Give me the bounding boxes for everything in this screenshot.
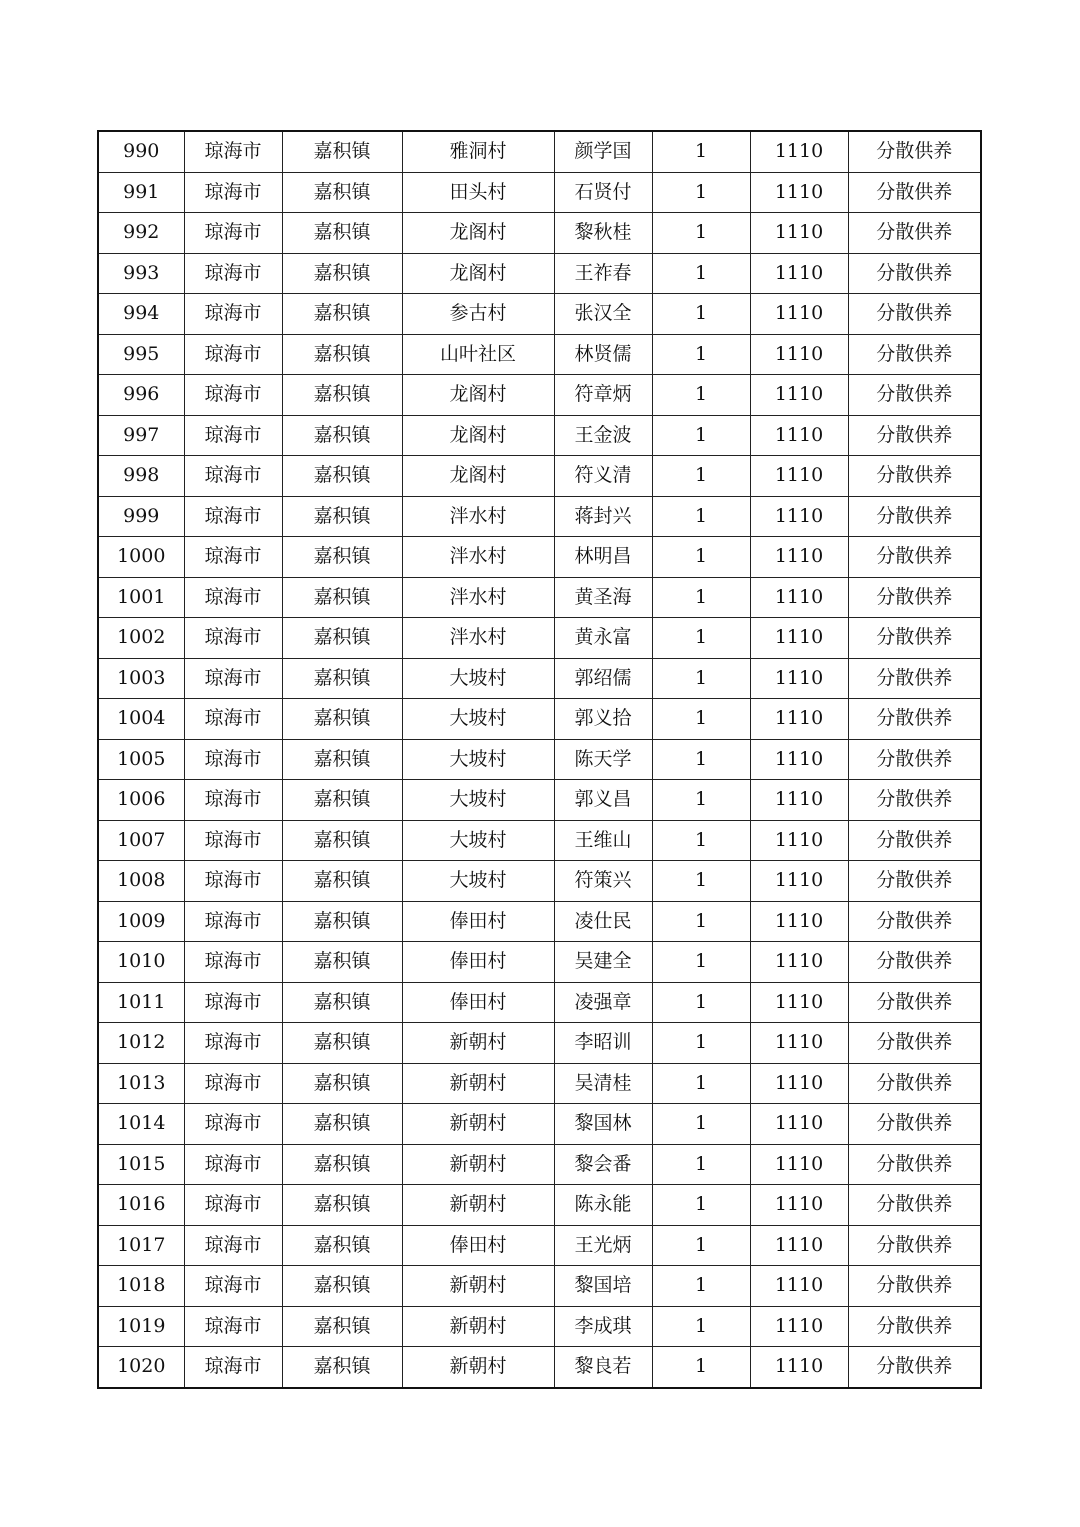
cell-village: 大坡村: [402, 658, 554, 699]
cell-town: 嘉积镇: [282, 861, 402, 902]
cell-name: 凌仕民: [554, 901, 652, 942]
cell-index: 1002: [98, 618, 184, 659]
table-row: [98, 294, 981, 335]
cell-count: 1: [652, 1347, 750, 1388]
cell-name: 王光炳: [554, 1225, 652, 1266]
cell-amount: 1110: [750, 375, 848, 416]
cell-name: 黎秋桂: [554, 213, 652, 254]
cell-town: 嘉积镇: [282, 1306, 402, 1347]
cell-city: 琼海市: [184, 334, 282, 375]
cell-town: 嘉积镇: [282, 658, 402, 699]
table-row: [98, 456, 981, 497]
cell-city: 琼海市: [184, 1063, 282, 1104]
cell-support-type: 分散供养: [848, 1144, 981, 1185]
cell-name: 黄永富: [554, 618, 652, 659]
table-row: [98, 577, 981, 618]
cell-count: 1: [652, 253, 750, 294]
cell-city: 琼海市: [184, 131, 282, 172]
cell-count: 1: [652, 131, 750, 172]
cell-count: 1: [652, 415, 750, 456]
cell-town: 嘉积镇: [282, 496, 402, 537]
cell-count: 1: [652, 699, 750, 740]
cell-count: 1: [652, 942, 750, 983]
cell-index: 1020: [98, 1347, 184, 1388]
cell-town: 嘉积镇: [282, 415, 402, 456]
cell-support-type: 分散供养: [848, 577, 981, 618]
cell-amount: 1110: [750, 901, 848, 942]
cell-count: 1: [652, 213, 750, 254]
cell-village: 雅洞村: [402, 131, 554, 172]
cell-name: 林贤儒: [554, 334, 652, 375]
cell-city: 琼海市: [184, 1225, 282, 1266]
cell-name: 陈天学: [554, 739, 652, 780]
cell-town: 嘉积镇: [282, 1266, 402, 1307]
cell-index: 1001: [98, 577, 184, 618]
cell-count: 1: [652, 1225, 750, 1266]
cell-village: 大坡村: [402, 780, 554, 821]
cell-town: 嘉积镇: [282, 1144, 402, 1185]
cell-count: 1: [652, 1306, 750, 1347]
cell-city: 琼海市: [184, 375, 282, 416]
cell-village: 泮水村: [402, 577, 554, 618]
table-row: [98, 537, 981, 578]
cell-city: 琼海市: [184, 658, 282, 699]
cell-amount: 1110: [750, 861, 848, 902]
cell-village: 参古村: [402, 294, 554, 335]
cell-town: 嘉积镇: [282, 172, 402, 213]
cell-city: 琼海市: [184, 1266, 282, 1307]
cell-city: 琼海市: [184, 618, 282, 659]
cell-town: 嘉积镇: [282, 820, 402, 861]
cell-town: 嘉积镇: [282, 537, 402, 578]
cell-index: 1015: [98, 1144, 184, 1185]
cell-village: 泮水村: [402, 537, 554, 578]
cell-index: 1016: [98, 1185, 184, 1226]
cell-city: 琼海市: [184, 253, 282, 294]
cell-support-type: 分散供养: [848, 334, 981, 375]
cell-city: 琼海市: [184, 1104, 282, 1145]
cell-index: 999: [98, 496, 184, 537]
table-row: [98, 1144, 981, 1185]
cell-city: 琼海市: [184, 699, 282, 740]
cell-index: 996: [98, 375, 184, 416]
table-row: [98, 942, 981, 983]
cell-city: 琼海市: [184, 820, 282, 861]
cell-support-type: 分散供养: [848, 496, 981, 537]
cell-town: 嘉积镇: [282, 253, 402, 294]
cell-support-type: 分散供养: [848, 213, 981, 254]
table-row: [98, 1306, 981, 1347]
table-row: [98, 901, 981, 942]
cell-name: 王维山: [554, 820, 652, 861]
cell-support-type: 分散供养: [848, 1063, 981, 1104]
cell-support-type: 分散供养: [848, 1023, 981, 1064]
cell-city: 琼海市: [184, 1144, 282, 1185]
table-row: [98, 780, 981, 821]
cell-town: 嘉积镇: [282, 982, 402, 1023]
cell-name: 吴清桂: [554, 1063, 652, 1104]
cell-village: 田头村: [402, 172, 554, 213]
cell-amount: 1110: [750, 942, 848, 983]
cell-town: 嘉积镇: [282, 213, 402, 254]
cell-index: 993: [98, 253, 184, 294]
cell-town: 嘉积镇: [282, 334, 402, 375]
cell-city: 琼海市: [184, 1306, 282, 1347]
cell-amount: 1110: [750, 1225, 848, 1266]
cell-village: 山叶社区: [402, 334, 554, 375]
cell-amount: 1110: [750, 780, 848, 821]
cell-name: 黎国培: [554, 1266, 652, 1307]
cell-index: 991: [98, 172, 184, 213]
cell-amount: 1110: [750, 618, 848, 659]
cell-village: 新朝村: [402, 1306, 554, 1347]
cell-index: 998: [98, 456, 184, 497]
cell-support-type: 分散供养: [848, 861, 981, 902]
cell-count: 1: [652, 537, 750, 578]
cell-town: 嘉积镇: [282, 375, 402, 416]
cell-city: 琼海市: [184, 577, 282, 618]
cell-town: 嘉积镇: [282, 901, 402, 942]
cell-village: 龙阁村: [402, 456, 554, 497]
table-row: [98, 1266, 981, 1307]
cell-amount: 1110: [750, 294, 848, 335]
cell-village: 泮水村: [402, 618, 554, 659]
cell-name: 李成琪: [554, 1306, 652, 1347]
table-row: [98, 253, 981, 294]
cell-village: 龙阁村: [402, 415, 554, 456]
cell-amount: 1110: [750, 1023, 848, 1064]
cell-city: 琼海市: [184, 901, 282, 942]
cell-count: 1: [652, 820, 750, 861]
cell-village: 俸田村: [402, 942, 554, 983]
cell-city: 琼海市: [184, 780, 282, 821]
cell-support-type: 分散供养: [848, 131, 981, 172]
cell-index: 1019: [98, 1306, 184, 1347]
cell-town: 嘉积镇: [282, 618, 402, 659]
cell-village: 新朝村: [402, 1104, 554, 1145]
cell-village: 新朝村: [402, 1266, 554, 1307]
cell-town: 嘉积镇: [282, 739, 402, 780]
cell-name: 林明昌: [554, 537, 652, 578]
cell-name: 郭绍儒: [554, 658, 652, 699]
cell-support-type: 分散供养: [848, 739, 981, 780]
cell-amount: 1110: [750, 334, 848, 375]
table-row: [98, 1347, 981, 1388]
cell-index: 992: [98, 213, 184, 254]
cell-support-type: 分散供养: [848, 982, 981, 1023]
cell-index: 1011: [98, 982, 184, 1023]
cell-count: 1: [652, 780, 750, 821]
cell-amount: 1110: [750, 658, 848, 699]
cell-name: 吴建全: [554, 942, 652, 983]
cell-support-type: 分散供养: [848, 415, 981, 456]
table-row: [98, 1063, 981, 1104]
cell-city: 琼海市: [184, 942, 282, 983]
cell-support-type: 分散供养: [848, 1306, 981, 1347]
cell-city: 琼海市: [184, 415, 282, 456]
cell-index: 1017: [98, 1225, 184, 1266]
cell-town: 嘉积镇: [282, 456, 402, 497]
cell-city: 琼海市: [184, 1023, 282, 1064]
cell-town: 嘉积镇: [282, 942, 402, 983]
cell-amount: 1110: [750, 1144, 848, 1185]
cell-count: 1: [652, 577, 750, 618]
cell-village: 俸田村: [402, 982, 554, 1023]
table-row: [98, 618, 981, 659]
cell-count: 1: [652, 1063, 750, 1104]
cell-name: 陈永能: [554, 1185, 652, 1226]
cell-village: 新朝村: [402, 1063, 554, 1104]
table-row: [98, 334, 981, 375]
cell-count: 1: [652, 375, 750, 416]
cell-support-type: 分散供养: [848, 901, 981, 942]
cell-index: 990: [98, 131, 184, 172]
cell-city: 琼海市: [184, 1347, 282, 1388]
cell-town: 嘉积镇: [282, 131, 402, 172]
cell-support-type: 分散供养: [848, 1185, 981, 1226]
cell-town: 嘉积镇: [282, 1023, 402, 1064]
cell-village: 大坡村: [402, 820, 554, 861]
cell-support-type: 分散供养: [848, 537, 981, 578]
cell-count: 1: [652, 618, 750, 659]
cell-city: 琼海市: [184, 496, 282, 537]
cell-support-type: 分散供养: [848, 820, 981, 861]
cell-index: 997: [98, 415, 184, 456]
cell-support-type: 分散供养: [848, 1266, 981, 1307]
cell-count: 1: [652, 496, 750, 537]
cell-name: 蒋封兴: [554, 496, 652, 537]
cell-city: 琼海市: [184, 982, 282, 1023]
cell-name: 符义清: [554, 456, 652, 497]
cell-support-type: 分散供养: [848, 375, 981, 416]
cell-support-type: 分散供养: [848, 658, 981, 699]
cell-village: 龙阁村: [402, 375, 554, 416]
cell-count: 1: [652, 172, 750, 213]
cell-support-type: 分散供养: [848, 253, 981, 294]
cell-town: 嘉积镇: [282, 577, 402, 618]
cell-town: 嘉积镇: [282, 1347, 402, 1388]
cell-index: 1003: [98, 658, 184, 699]
cell-index: 1000: [98, 537, 184, 578]
cell-village: 大坡村: [402, 861, 554, 902]
cell-city: 琼海市: [184, 294, 282, 335]
cell-name: 郭义拾: [554, 699, 652, 740]
cell-village: 新朝村: [402, 1144, 554, 1185]
cell-count: 1: [652, 1144, 750, 1185]
cell-town: 嘉积镇: [282, 1185, 402, 1226]
cell-index: 1007: [98, 820, 184, 861]
cell-amount: 1110: [750, 1266, 848, 1307]
cell-name: 黎会番: [554, 1144, 652, 1185]
cell-count: 1: [652, 1266, 750, 1307]
cell-city: 琼海市: [184, 213, 282, 254]
table-row: [98, 496, 981, 537]
cell-amount: 1110: [750, 1063, 848, 1104]
cell-support-type: 分散供养: [848, 699, 981, 740]
cell-amount: 1110: [750, 537, 848, 578]
table-row: [98, 861, 981, 902]
cell-town: 嘉积镇: [282, 699, 402, 740]
cell-support-type: 分散供养: [848, 456, 981, 497]
cell-amount: 1110: [750, 982, 848, 1023]
cell-town: 嘉积镇: [282, 1225, 402, 1266]
table-row: [98, 1185, 981, 1226]
cell-amount: 1110: [750, 1185, 848, 1226]
cell-index: 1010: [98, 942, 184, 983]
cell-amount: 1110: [750, 1104, 848, 1145]
cell-index: 1006: [98, 780, 184, 821]
cell-name: 黎国林: [554, 1104, 652, 1145]
cell-count: 1: [652, 658, 750, 699]
cell-count: 1: [652, 456, 750, 497]
cell-index: 1018: [98, 1266, 184, 1307]
cell-village: 新朝村: [402, 1023, 554, 1064]
cell-name: 符章炳: [554, 375, 652, 416]
cell-city: 琼海市: [184, 172, 282, 213]
table-row: [98, 1023, 981, 1064]
cell-city: 琼海市: [184, 456, 282, 497]
cell-support-type: 分散供养: [848, 1347, 981, 1388]
cell-count: 1: [652, 1185, 750, 1226]
cell-index: 1009: [98, 901, 184, 942]
cell-index: 995: [98, 334, 184, 375]
cell-village: 大坡村: [402, 699, 554, 740]
cell-index: 1008: [98, 861, 184, 902]
table-row: [98, 739, 981, 780]
cell-village: 大坡村: [402, 739, 554, 780]
cell-index: 1014: [98, 1104, 184, 1145]
cell-name: 王祚春: [554, 253, 652, 294]
table-row: [98, 415, 981, 456]
table-row: [98, 213, 981, 254]
cell-support-type: 分散供养: [848, 1225, 981, 1266]
cell-name: 颜学国: [554, 131, 652, 172]
cell-amount: 1110: [750, 415, 848, 456]
cell-count: 1: [652, 861, 750, 902]
cell-support-type: 分散供养: [848, 780, 981, 821]
cell-village: 俸田村: [402, 1225, 554, 1266]
cell-support-type: 分散供养: [848, 942, 981, 983]
cell-village: 泮水村: [402, 496, 554, 537]
cell-count: 1: [652, 982, 750, 1023]
cell-count: 1: [652, 294, 750, 335]
cell-name: 石贤付: [554, 172, 652, 213]
table-row: [98, 131, 981, 172]
table-row: [98, 699, 981, 740]
table-row: [98, 658, 981, 699]
cell-town: 嘉积镇: [282, 294, 402, 335]
cell-city: 琼海市: [184, 1185, 282, 1226]
cell-name: 张汉全: [554, 294, 652, 335]
cell-village: 新朝村: [402, 1185, 554, 1226]
cell-town: 嘉积镇: [282, 1063, 402, 1104]
cell-amount: 1110: [750, 1347, 848, 1388]
cell-amount: 1110: [750, 253, 848, 294]
table-row: [98, 820, 981, 861]
cell-town: 嘉积镇: [282, 780, 402, 821]
cell-amount: 1110: [750, 820, 848, 861]
cell-village: 俸田村: [402, 901, 554, 942]
cell-amount: 1110: [750, 456, 848, 497]
cell-village: 新朝村: [402, 1347, 554, 1388]
cell-count: 1: [652, 1104, 750, 1145]
cell-support-type: 分散供养: [848, 618, 981, 659]
cell-index: 1005: [98, 739, 184, 780]
cell-count: 1: [652, 334, 750, 375]
cell-amount: 1110: [750, 1306, 848, 1347]
cell-name: 郭义昌: [554, 780, 652, 821]
cell-city: 琼海市: [184, 537, 282, 578]
cell-amount: 1110: [750, 577, 848, 618]
cell-index: 1004: [98, 699, 184, 740]
recipient-table: [97, 130, 982, 1389]
table-row: [98, 172, 981, 213]
cell-amount: 1110: [750, 172, 848, 213]
table-body: [98, 131, 981, 1388]
cell-amount: 1110: [750, 699, 848, 740]
cell-name: 李昭训: [554, 1023, 652, 1064]
cell-name: 黄圣海: [554, 577, 652, 618]
table-row: [98, 1104, 981, 1145]
cell-index: 1013: [98, 1063, 184, 1104]
cell-amount: 1110: [750, 739, 848, 780]
cell-amount: 1110: [750, 131, 848, 172]
cell-city: 琼海市: [184, 739, 282, 780]
cell-count: 1: [652, 901, 750, 942]
cell-count: 1: [652, 1023, 750, 1064]
cell-support-type: 分散供养: [848, 1104, 981, 1145]
cell-support-type: 分散供养: [848, 172, 981, 213]
cell-name: 凌强章: [554, 982, 652, 1023]
cell-amount: 1110: [750, 213, 848, 254]
cell-name: 王金波: [554, 415, 652, 456]
table-row: [98, 982, 981, 1023]
cell-amount: 1110: [750, 496, 848, 537]
cell-count: 1: [652, 739, 750, 780]
cell-village: 龙阁村: [402, 253, 554, 294]
cell-name: 符策兴: [554, 861, 652, 902]
table-row: [98, 375, 981, 416]
cell-town: 嘉积镇: [282, 1104, 402, 1145]
cell-city: 琼海市: [184, 861, 282, 902]
cell-name: 黎良若: [554, 1347, 652, 1388]
cell-support-type: 分散供养: [848, 294, 981, 335]
cell-index: 994: [98, 294, 184, 335]
cell-village: 龙阁村: [402, 213, 554, 254]
cell-index: 1012: [98, 1023, 184, 1064]
table-row: [98, 1225, 981, 1266]
